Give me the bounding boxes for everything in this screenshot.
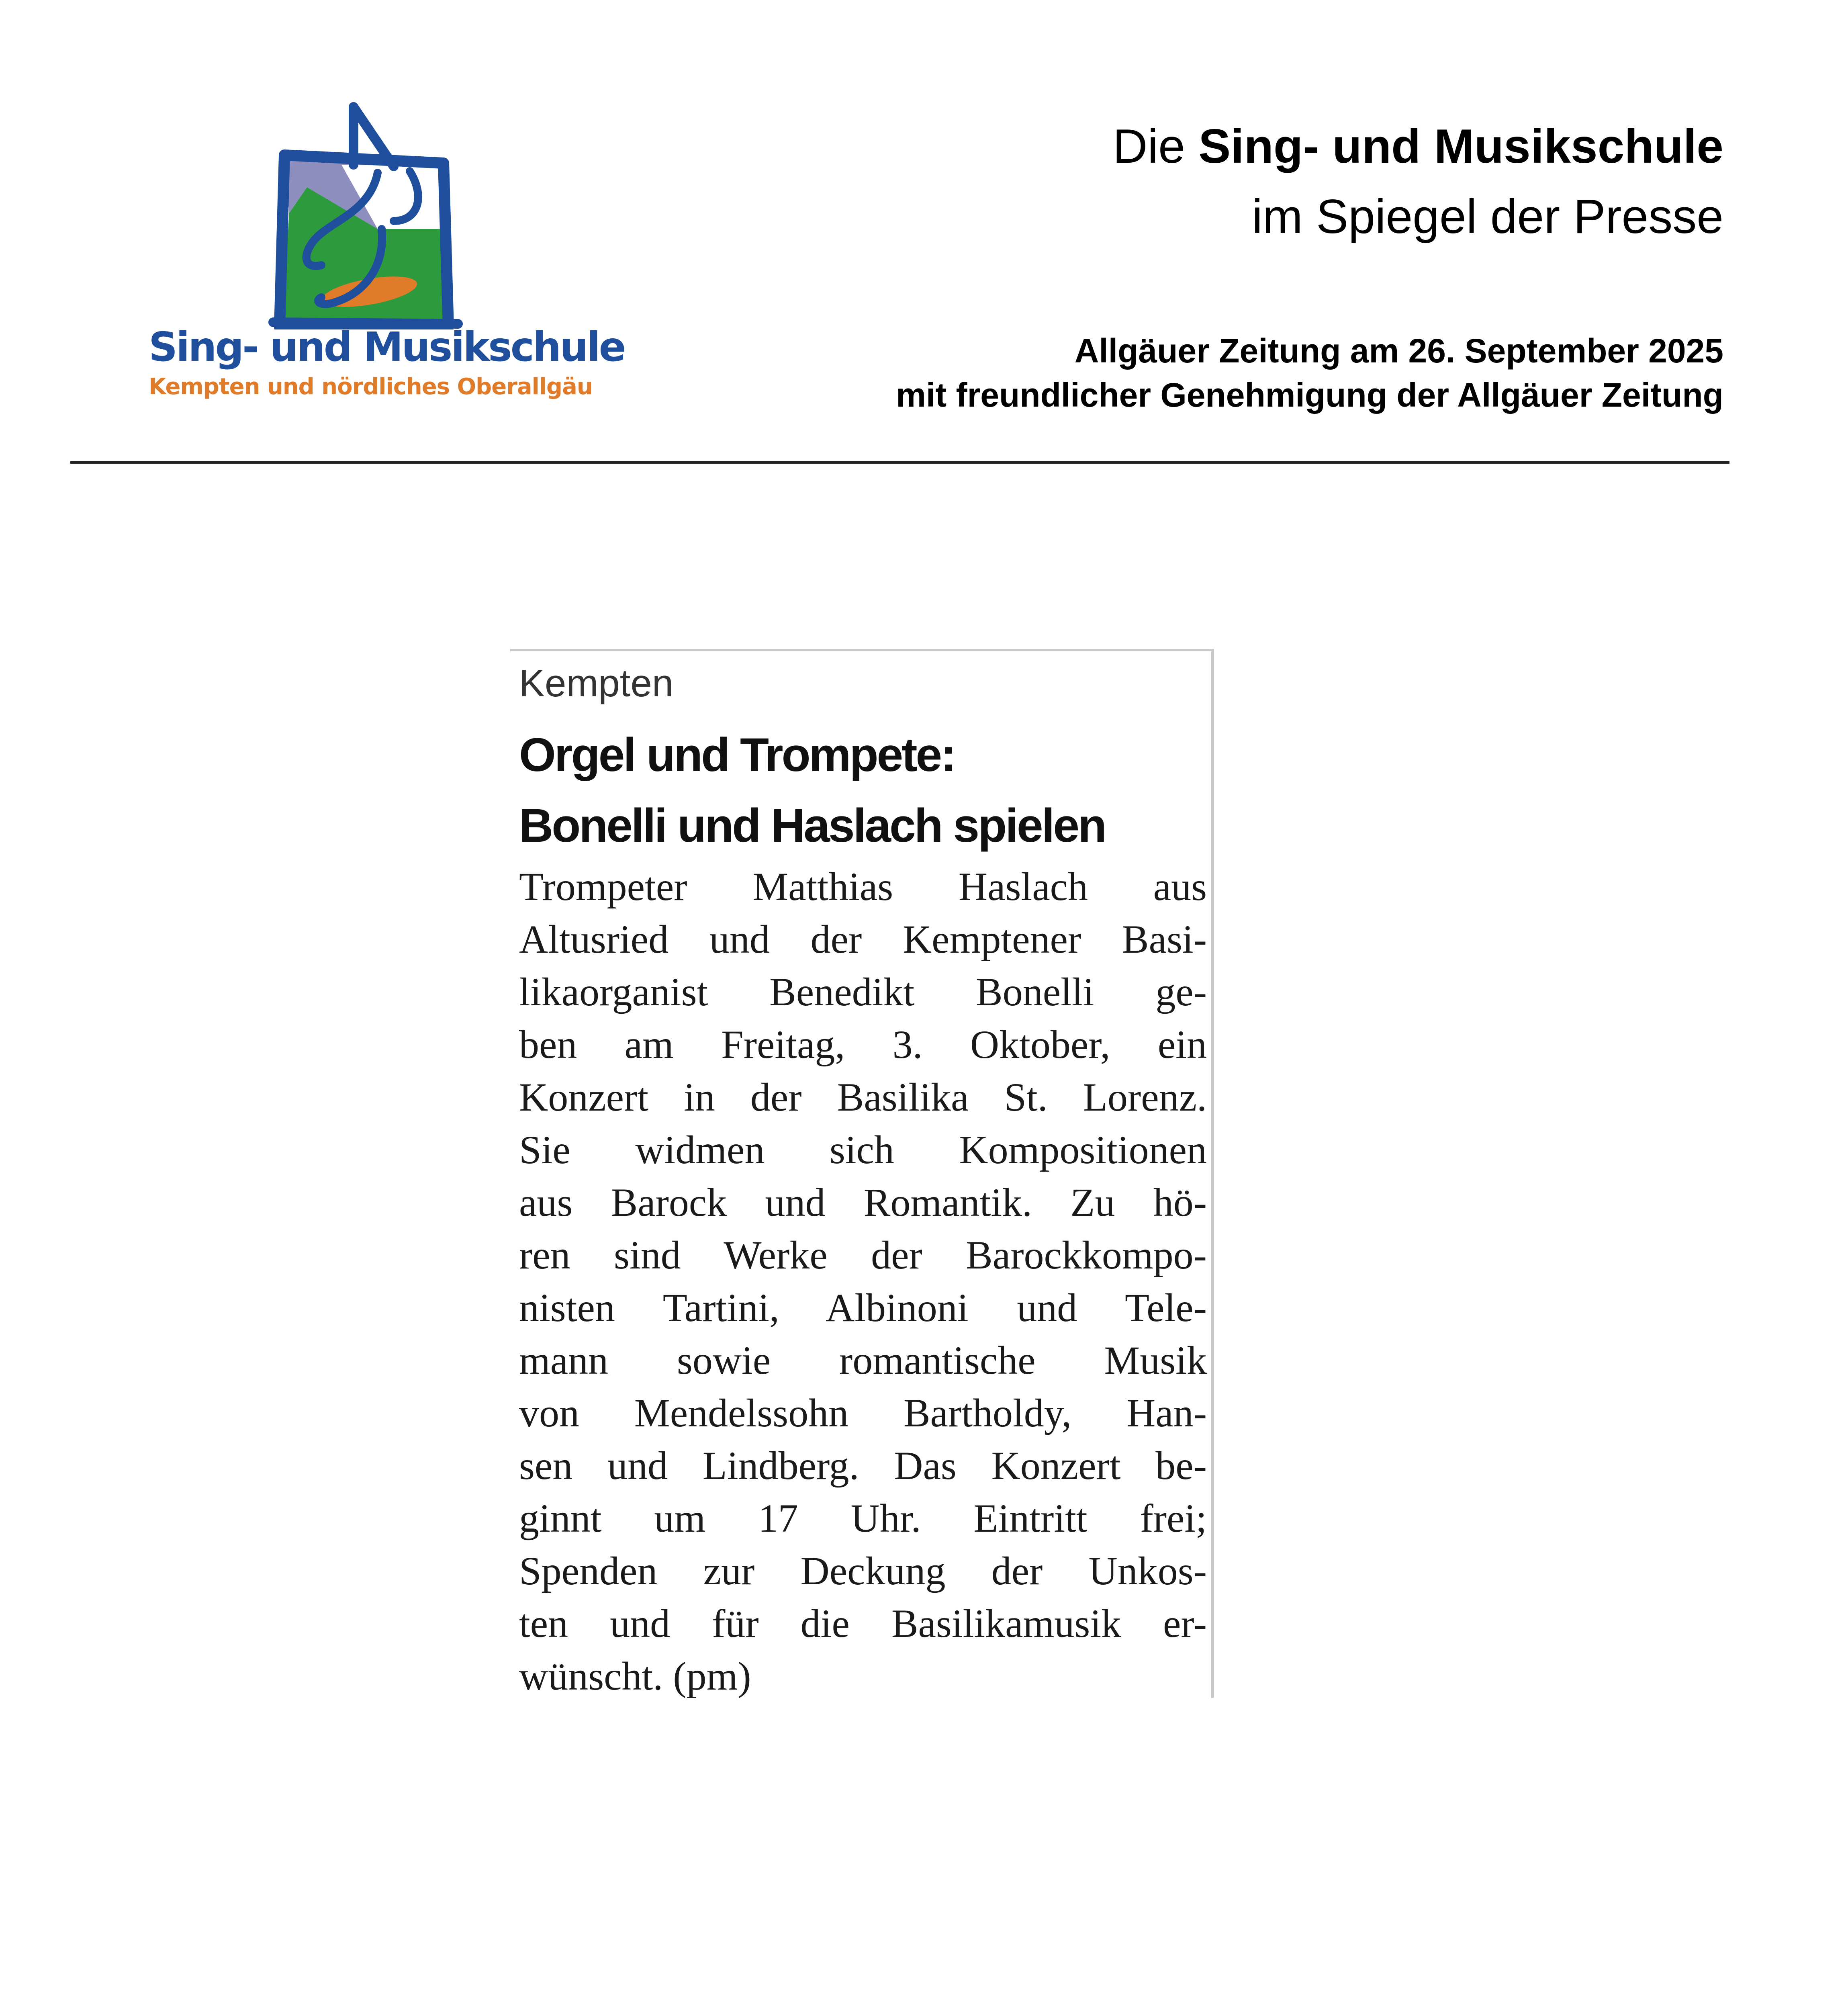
permission-line: mit freundlicher Genehmigung der Allgäuer Zeitung	[896, 376, 1723, 414]
title-bold: Sing- und Musikschule	[1198, 119, 1723, 173]
article-body	[519, 860, 1207, 1702]
source-line: Allgäuer Zeitung am 26. September 2025	[1074, 332, 1723, 370]
body-line: wünscht. (pm)	[519, 1654, 751, 1698]
title-prefix: Die	[1112, 119, 1199, 173]
body-line: ten und für die Basilikamusik er-	[519, 1601, 1207, 1646]
page-subtitle: im Spiegel der Presse	[1252, 190, 1723, 243]
newspaper-clipping	[510, 649, 1214, 1698]
body-line: likaorganist Benedikt Bonelli ge-	[519, 970, 1207, 1014]
body-line: aus Barock und Romantik. Zu hö-	[519, 1180, 1207, 1225]
school-logo	[137, 92, 625, 410]
body-line: mann sowie romantische Musik	[519, 1338, 1207, 1383]
music-note-logo-icon	[257, 100, 498, 329]
body-line: ben am Freitag, 3. Oktober, ein	[519, 1022, 1207, 1067]
body-line: ginnt um 17 Uhr. Eintritt frei;	[519, 1496, 1207, 1541]
body-line: ren sind Werke der Barockkompo-	[519, 1233, 1207, 1277]
body-line: sen und Lindberg. Das Konzert be-	[519, 1443, 1207, 1488]
body-line: Sie widmen sich Kompositionen	[519, 1127, 1207, 1172]
header-divider	[70, 461, 1729, 464]
headline-line-1: Orgel und Trompete:	[519, 728, 955, 782]
body-line: Spenden zur Deckung der Unkos-	[519, 1549, 1207, 1593]
body-line: nisten Tartini, Albinoni und Tele-	[519, 1285, 1207, 1330]
body-line: Konzert in der Basilika St. Lorenz.	[519, 1075, 1207, 1119]
body-line: von Mendelssohn Bartholdy, Han-	[519, 1391, 1207, 1435]
body-line: Trompeter Matthias Haslach aus	[519, 864, 1207, 909]
page-title	[1113, 119, 1723, 174]
article-headline	[519, 720, 1202, 861]
logo-school-name: Sing- und Musikschule	[149, 323, 625, 370]
article-department: Kempten	[519, 662, 674, 705]
logo-subtitle: Kempten und nördliches Oberallgäu	[149, 374, 593, 400]
body-line: Altusried und der Kemptener Basi-	[519, 917, 1207, 962]
headline-line-2: Bonelli und Haslach spielen	[519, 799, 1106, 852]
